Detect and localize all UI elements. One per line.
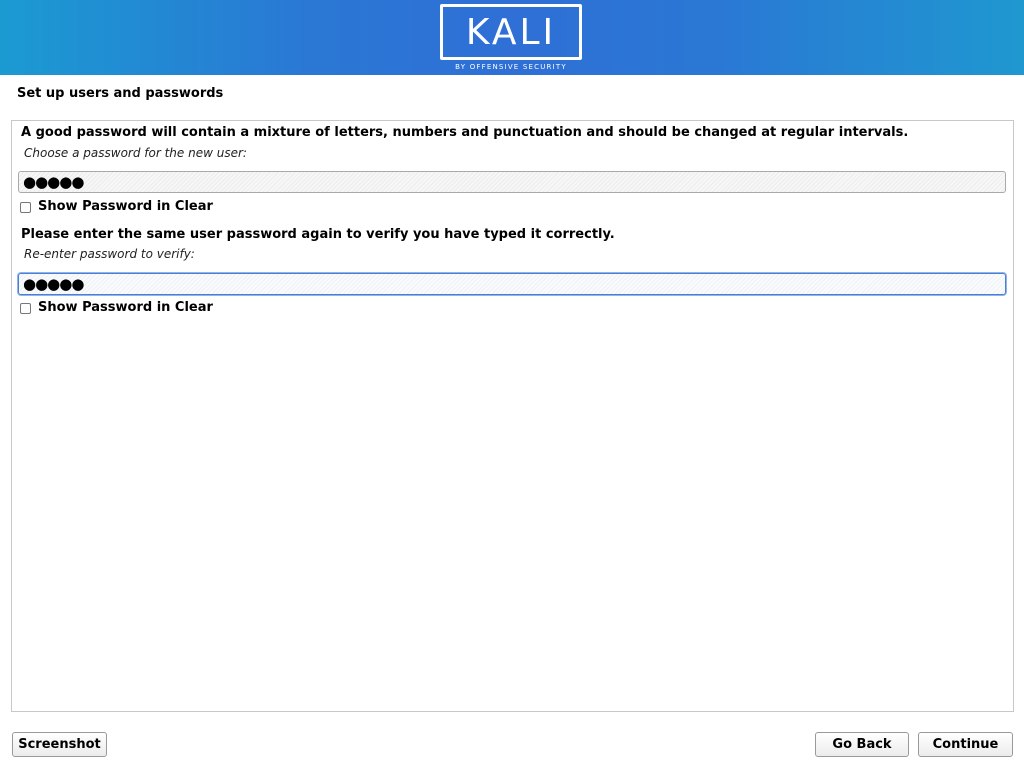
verify-prompt: Re-enter password to verify: xyxy=(24,247,195,261)
show-password-toggle[interactable] xyxy=(20,199,213,215)
show-password-label[interactable]: Show Password in Clear xyxy=(38,199,213,214)
show-verify-password-checkbox[interactable] xyxy=(20,303,31,314)
verify-description: Please enter the same user password again to verify you have typed it correctly. xyxy=(21,227,615,242)
password-prompt: Choose a password for the new user: xyxy=(24,146,247,160)
logo-subtitle: BY OFFENSIVE SECURITY xyxy=(455,63,567,71)
screenshot-button[interactable]: Screenshot xyxy=(12,732,107,757)
kali-logo xyxy=(440,4,582,60)
password-field[interactable]: ●●●●● xyxy=(18,171,1006,193)
password-description: A good password will contain a mixture of letters, numbers and punctuation and should be changed at regular intervals. xyxy=(21,125,909,140)
go-back-button[interactable]: Go Back xyxy=(815,732,909,757)
page-title: Set up users and passwords xyxy=(17,86,224,101)
continue-button[interactable]: Continue xyxy=(918,732,1013,757)
logo-text: KALI xyxy=(465,12,557,53)
verify-password-field[interactable]: ●●●●● xyxy=(18,273,1006,295)
show-verify-password-toggle[interactable] xyxy=(20,300,213,316)
header-banner xyxy=(0,0,1024,75)
show-verify-password-label[interactable]: Show Password in Clear xyxy=(38,300,213,315)
show-password-checkbox[interactable] xyxy=(20,202,31,213)
